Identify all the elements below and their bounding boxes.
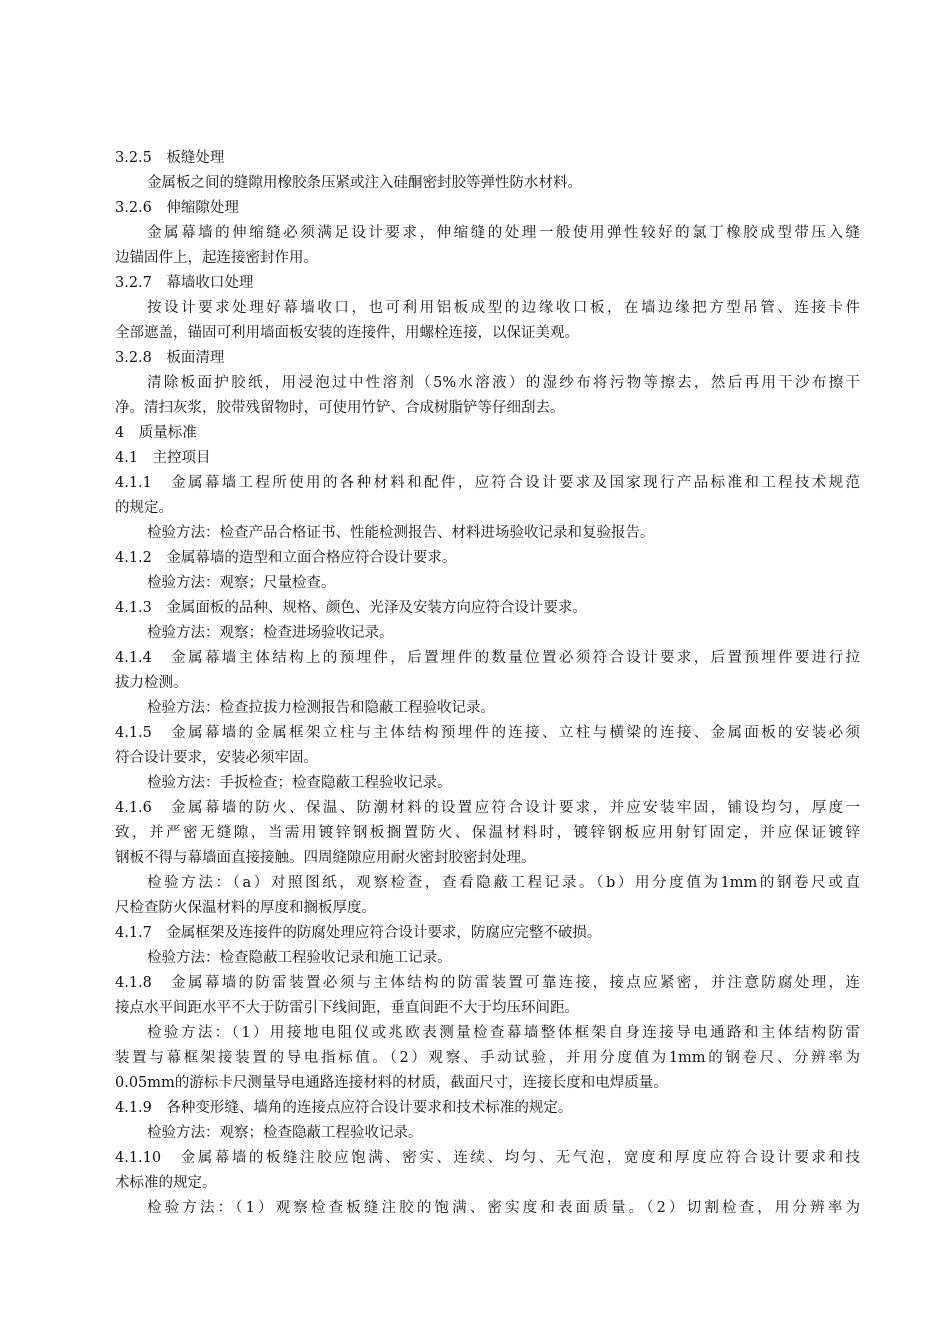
paragraph-line: 接点水平间距水平不大于防雷引下线间距，垂直间距不大于均压环间距。: [115, 1000, 579, 1016]
clause-4-1-3: 4.1.3 金属面板的品种、规格、颜色、光泽及安装方向应符合设计要求。: [115, 600, 587, 616]
inspection-method: 检验方法：检查产品合格证书、性能检测报告、材料进场验收记录和复验报告。: [147, 525, 655, 541]
paragraph-line: 符合设计要求，安装必须牢固。: [115, 750, 318, 766]
paragraph-line: 的规定。: [115, 500, 173, 516]
inspection-method: 检验方法：观察；尺量检查。: [147, 575, 336, 591]
paragraph-line: 拔力检测。: [115, 675, 188, 691]
inspection-method: 检验方法：观察；检查进场验收记录。: [147, 625, 394, 641]
paragraph-line: 边锚固件上，起连接密封作用。: [115, 250, 318, 266]
section-heading-4-1: 4.1 主控项目: [115, 450, 211, 466]
inspection-method: 检验方法：检查拉拔力检测报告和隐蔽工程验收记录。: [147, 700, 495, 716]
inspection-method: 检验方法：（a）对照图纸，观察检查，查看隐蔽工程记录。（b）用分度值为1mm的钢卷尺或直: [147, 875, 860, 891]
inspection-method: 检验方法：（1）用接地电阻仪或兆欧表测量检查幕墙整体框架自身连接导电通路和主体结构防雷: [147, 1025, 860, 1041]
chapter-heading-4: 4 质量标准: [115, 425, 197, 441]
document-body: [115, 146, 860, 1221]
clause-4-1-7: 4.1.7 金属框架及连接件的防腐处理应符合设计要求，防腐应完整不破损。: [115, 925, 602, 941]
paragraph-line: 0.05mm的游标卡尺测量导电通路连接材料的材质，截面尺寸，连接长度和电焊质量。: [115, 1075, 668, 1091]
inspection-method: 检验方法：检查隐蔽工程验收记录和施工记录。: [147, 950, 452, 966]
paragraph-line: 术标准的规定。: [115, 1175, 217, 1191]
clause-4-1-1: 4.1.1 金属幕墙工程所使用的各种材料和配件，应符合设计要求及国家现行产品标准和工程技术规范: [115, 475, 860, 491]
clause-4-1-2: 4.1.2 金属幕墙的造型和立面合格应符合设计要求。: [115, 550, 457, 566]
clause-4-1-9: 4.1.9 各种变形缝、墙角的连接点应符合设计要求和技术标准的规定。: [115, 1100, 573, 1116]
inspection-method: 检验方法：（1）观察检查板缝注胶的饱满、密实度和表面质量。（2）切割检查，用分辨率为: [147, 1200, 860, 1216]
paragraph-line: 钢板不得与幕墙面直接接触。四周缝隙应用耐火密封胶密封处理。: [115, 850, 536, 866]
section-heading-3-2-8: 3.2.8 板面清理: [115, 350, 225, 366]
paragraph-line: 按设计要求处理好幕墙收口，也可利用铝板成型的边缘收口板，在墙边缘把方型吊管、连接卡件: [147, 300, 860, 316]
paragraph-line: 金属板之间的缝隙用橡胶条压紧或注入硅酮密封胶等弹性防水材料。: [147, 175, 582, 191]
clause-4-1-4: 4.1.4 金属幕墙主体结构上的预埋件，后置埋件的数量位置必须符合设计要求，后置预埋件要进行拉: [115, 650, 860, 666]
paragraph-line: 金属幕墙的伸缩缝必须满足设计要求，伸缩缝的处理一般使用弹性较好的氯丁橡胶成型带压入缝: [147, 225, 860, 241]
clause-4-1-6: 4.1.6 金属幕墙的防火、保温、防潮材料的设置应符合设计要求，并应安装牢固，铺设均匀，厚度一: [115, 800, 860, 816]
clause-4-1-5: 4.1.5 金属幕墙的金属框架立柱与主体结构预埋件的连接、立柱与横梁的连接、金属面板的安装必须: [115, 725, 860, 741]
paragraph-line: 清除板面护胶纸，用浸泡过中性溶剂（5%水溶液）的湿纱布将污物等擦去，然后再用干沙布擦干: [147, 375, 860, 391]
clause-4-1-8: 4.1.8 金属幕墙的防雷装置必须与主体结构的防雷装置可靠连接，接点应紧密，并注意防腐处理，连: [115, 975, 860, 991]
inspection-method: 检验方法：观察；检查隐蔽工程验收记录。: [147, 1125, 423, 1141]
paragraph-line: 致，并严密无缝隙，当需用镀锌钢板搁置防火、保温材料时，镀锌钢板应用射钉固定，并应保证镀锌: [115, 825, 860, 841]
paragraph-line: 装置与幕框架接装置的导电指标值。（2）观察、手动试验，并用分度值为1mm的钢卷尺、分辨率为: [115, 1050, 860, 1066]
section-heading-3-2-7: 3.2.7 幕墙收口处理: [115, 275, 254, 291]
section-heading-3-2-6: 3.2.6 伸缩隙处理: [115, 200, 239, 216]
paragraph-line: 全部遮盖，锚固可利用墙面板安装的连接件，用螺栓连接，以保证美观。: [115, 325, 579, 341]
section-heading-3-2-5: 3.2.5 板缝处理: [115, 150, 225, 166]
inspection-method: 检验方法：手扳检查；检查隐蔽工程验收记录。: [147, 775, 452, 791]
clause-4-1-10: 4.1.10 金属幕墙的板缝注胶应饱满、密实、连续、均匀、无气泡，宽度和厚度应符合设计要求和技: [115, 1150, 860, 1166]
paragraph-line: 尺检查防火保温材料的厚度和搁板厚度。: [115, 900, 376, 916]
paragraph-line: 净。清扫灰浆，胶带残留物时，可使用竹铲、合成树脂铲等仔细刮去。: [115, 400, 565, 416]
